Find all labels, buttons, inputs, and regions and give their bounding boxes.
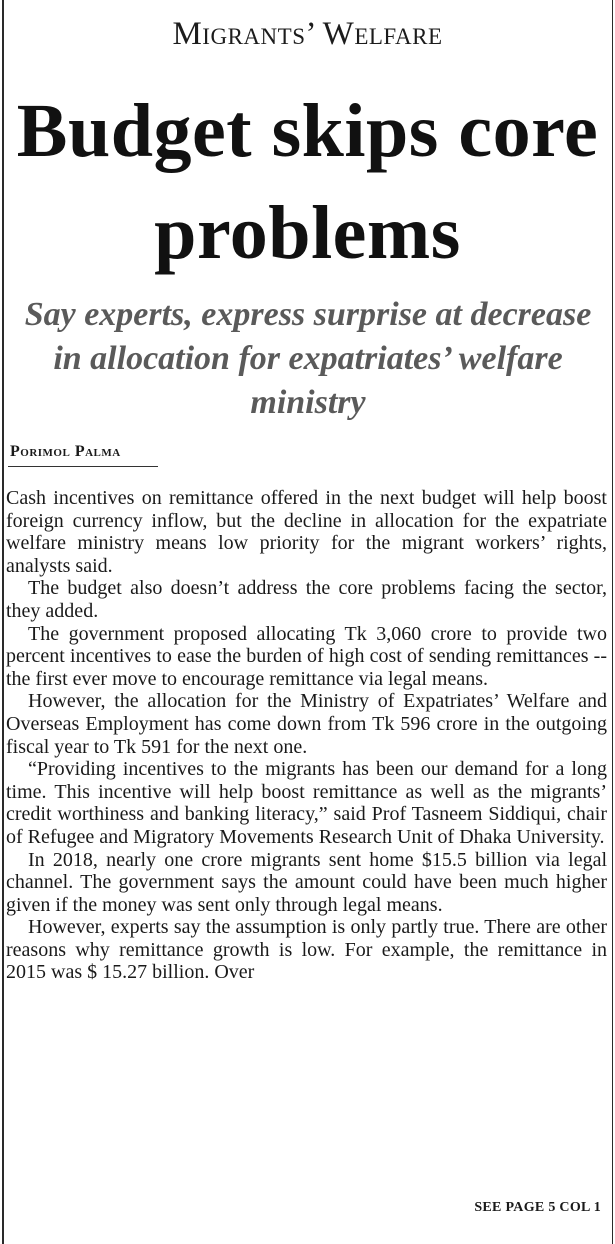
byline-rule bbox=[8, 466, 158, 467]
section-kicker: Migrants’ Welfare bbox=[172, 16, 443, 52]
body-paragraph: In 2018, nearly one crore migrants sent home $15.5 billion via legal channel. The government says the amount could have been much higher given if the money was sent only through legal means. bbox=[6, 848, 607, 916]
subheadline: Say experts, express surprise at decrease in allocation for expatriates’ welfare ministry bbox=[24, 296, 592, 421]
body-paragraph: “Providing incentives to the migrants has been our demand for a long time. This incentive will help boost remittance as well as the migrants’ credit worthiness and banking literacy,” said Prof Tasneem Siddiqui, chair of Refugee and Migratory Movements Research Unit of Dhaka University. bbox=[6, 758, 607, 848]
continued-on-page-link[interactable]: SEE PAGE 5 COL 1 bbox=[474, 1200, 601, 1215]
body-paragraph: However, the allocation for the Ministry of Expatriates’ Welfare and Overseas Employment has come down from Tk 596 crore in the outgoing fiscal year to Tk 591 for the next one. bbox=[6, 690, 607, 758]
body-paragraph: The budget also doesn’t address the core problems facing the sector, they added. bbox=[6, 577, 607, 622]
article-body bbox=[6, 487, 607, 984]
byline-block bbox=[8, 440, 608, 467]
headline: Budget skips core problems bbox=[16, 89, 599, 275]
body-paragraph: Cash incentives on remittance offered in the next budget will help boost foreign currency inflow, but the decline in allocation for the expatriate welfare ministry means low priority for the migrant workers’ rights, analysts said. bbox=[6, 487, 607, 577]
byline: Porimol Palma bbox=[10, 443, 121, 460]
body-paragraph: However, experts say the assumption is only partly true. There are other reasons why remittance growth is low. For example, the remittance in 2015 was $ 15.27 billion. Over bbox=[6, 916, 607, 984]
body-paragraph: The government proposed allocating Tk 3,060 crore to provide two percent incentives to ease the burden of high cost of sending remittances -- the first ever move to encourage remittance via legal means. bbox=[6, 622, 607, 690]
